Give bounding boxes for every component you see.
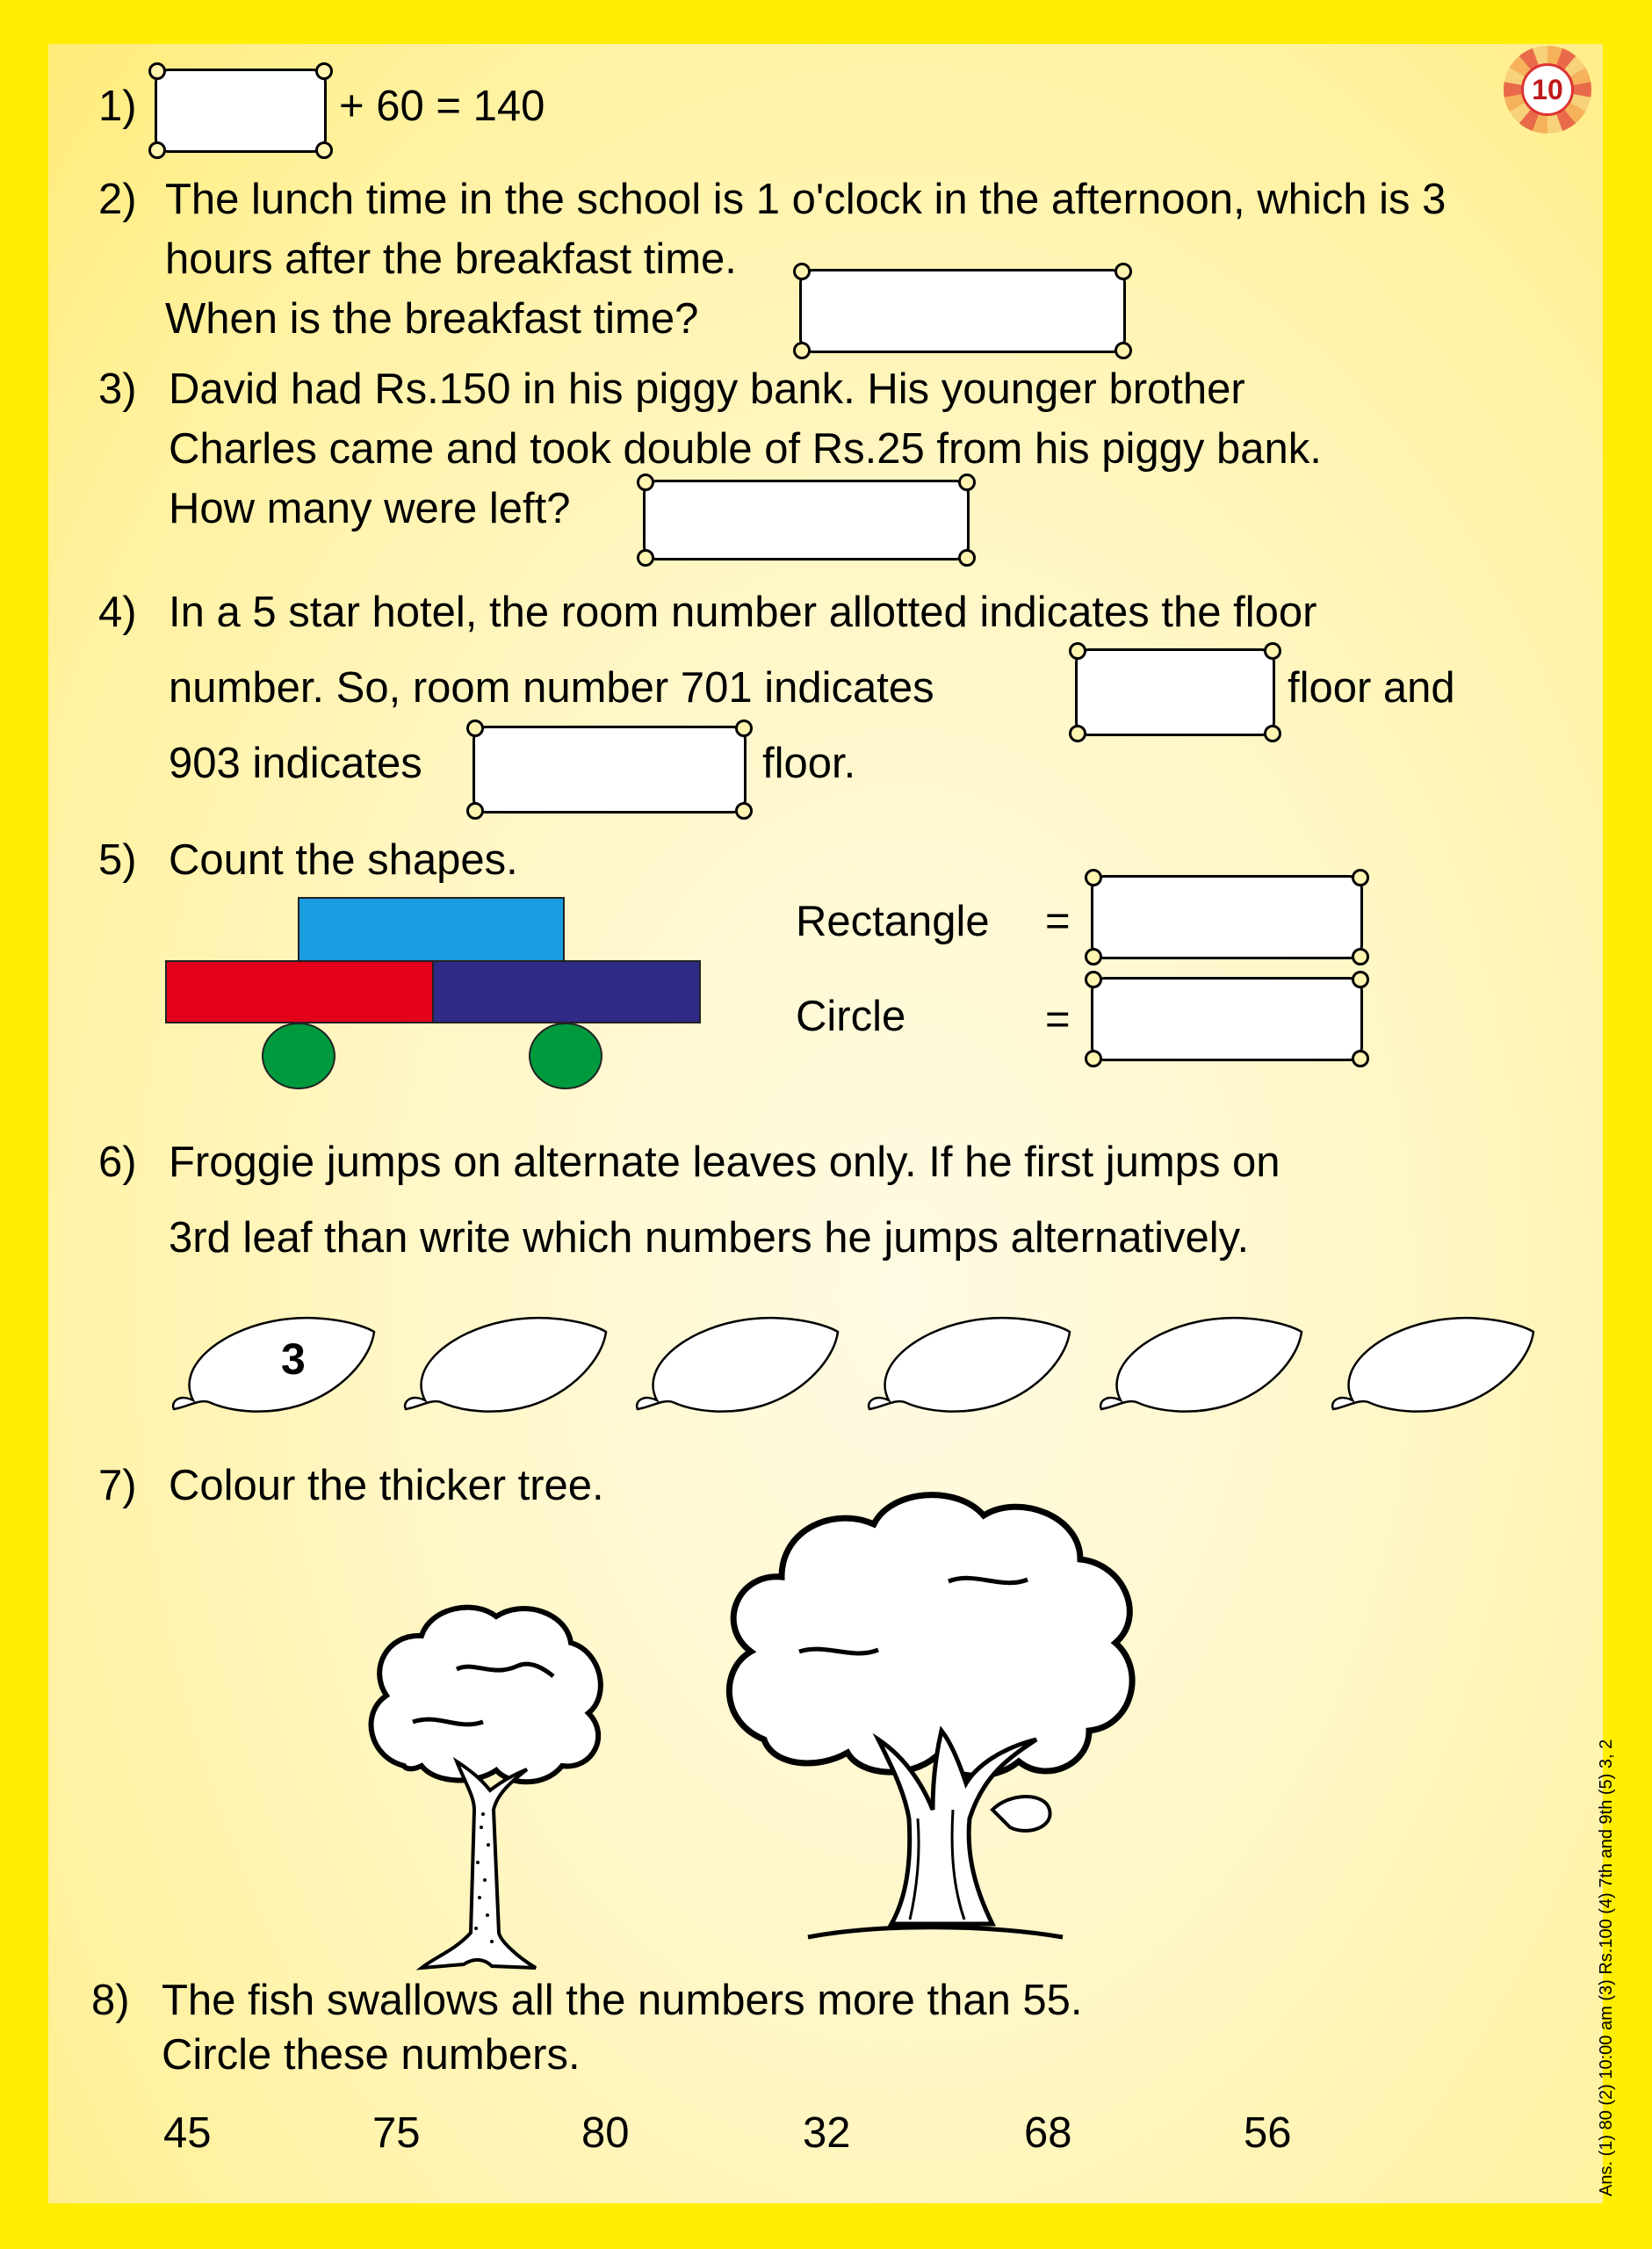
page-number: 10 (1521, 63, 1574, 116)
circle-count-box[interactable] (1091, 977, 1363, 1061)
blue-rectangle (299, 898, 564, 961)
leaf-1[interactable] (167, 1297, 378, 1420)
q1-number: 1) (98, 83, 137, 130)
page-number-badge (1504, 46, 1591, 134)
q2-line3: When is the breakfast time? (165, 295, 699, 343)
thin-tree[interactable] (351, 1581, 615, 1985)
q7-title: Colour the thicker tree. (169, 1462, 604, 1509)
circle-label: Circle (796, 993, 906, 1040)
leaves-row (167, 1297, 1572, 1420)
rectangle-label: Rectangle (796, 898, 990, 945)
purple-rectangle (433, 961, 700, 1023)
q1-answer-box[interactable] (155, 69, 327, 153)
q1-expression: + 60 = 140 (339, 83, 545, 130)
left-wheel-circle (263, 1023, 335, 1088)
q4-line1: In a 5 star hotel, the room number allotted indicates the floor (169, 589, 1317, 636)
circle-equals: = (1045, 996, 1071, 1044)
q7-number: 7) (98, 1462, 137, 1509)
q4-number: 4) (98, 589, 137, 636)
number-choice-5[interactable]: 68 (1024, 2109, 1072, 2157)
q4-answer-box-903[interactable] (473, 726, 747, 814)
number-choice-1[interactable]: 45 (163, 2109, 212, 2157)
leaf-5[interactable] (1094, 1297, 1305, 1420)
q3-line1: David had Rs.150 in his piggy bank. His younger brother (169, 365, 1245, 413)
q4-line3b: floor. (762, 740, 856, 787)
q8-line2: Circle these numbers. (162, 2031, 581, 2079)
q6-line1: Froggie jumps on alternate leaves only. If he first jumps on (169, 1139, 1280, 1186)
rectangle-equals: = (1045, 898, 1071, 945)
leaf-6[interactable] (1326, 1297, 1537, 1420)
q8-line1: The fish swallows all the numbers more than 55. (162, 1977, 1083, 2024)
q2-line1: The lunch time in the school is 1 o'clock in the afternoon, which is 3 (165, 176, 1446, 223)
leaf-3[interactable] (631, 1297, 841, 1420)
q4-answer-box-701[interactable] (1075, 648, 1275, 736)
number-choice-6[interactable]: 56 (1244, 2109, 1292, 2157)
leaf-1-number: 3 (281, 1334, 306, 1384)
q3-line3: How many were left? (169, 485, 571, 532)
answer-key: Ans. (1) 80 (2) 10:00 am (3) Rs.100 (4) 7th and 9th (5) 3, 2 (1597, 1739, 1616, 2196)
q8-number: 8) (91, 1977, 130, 2024)
q3-answer-box[interactable] (643, 480, 970, 560)
right-wheel-circle (530, 1023, 602, 1088)
q2-line2: hours after the breakfast time. (165, 235, 737, 283)
leaf-2[interactable] (399, 1297, 610, 1420)
q2-number: 2) (98, 176, 137, 223)
shapes-car-figure (158, 889, 720, 1100)
q2-answer-box[interactable] (799, 269, 1126, 353)
number-choice-2[interactable]: 75 (372, 2109, 421, 2157)
number-choice-4[interactable]: 32 (803, 2109, 851, 2157)
q3-number: 3) (98, 365, 137, 413)
q6-line2: 3rd leaf than write which numbers he jumps alternatively. (169, 1214, 1250, 1262)
number-choice-3[interactable]: 80 (581, 2109, 630, 2157)
q4-line2a: number. So, room number 701 indicates (169, 664, 934, 712)
q4-line3a: 903 indicates (169, 740, 422, 787)
q5-number: 5) (98, 836, 137, 884)
thick-tree[interactable] (703, 1476, 1159, 1968)
q4-line2b: floor and (1288, 664, 1455, 712)
q3-line2: Charles came and took double of Rs.25 from his piggy bank. (169, 425, 1322, 473)
red-rectangle (166, 961, 433, 1023)
q6-number: 6) (98, 1139, 137, 1186)
leaf-4[interactable] (862, 1297, 1073, 1420)
q5-title: Count the shapes. (169, 836, 518, 884)
rectangle-count-box[interactable] (1091, 875, 1363, 959)
